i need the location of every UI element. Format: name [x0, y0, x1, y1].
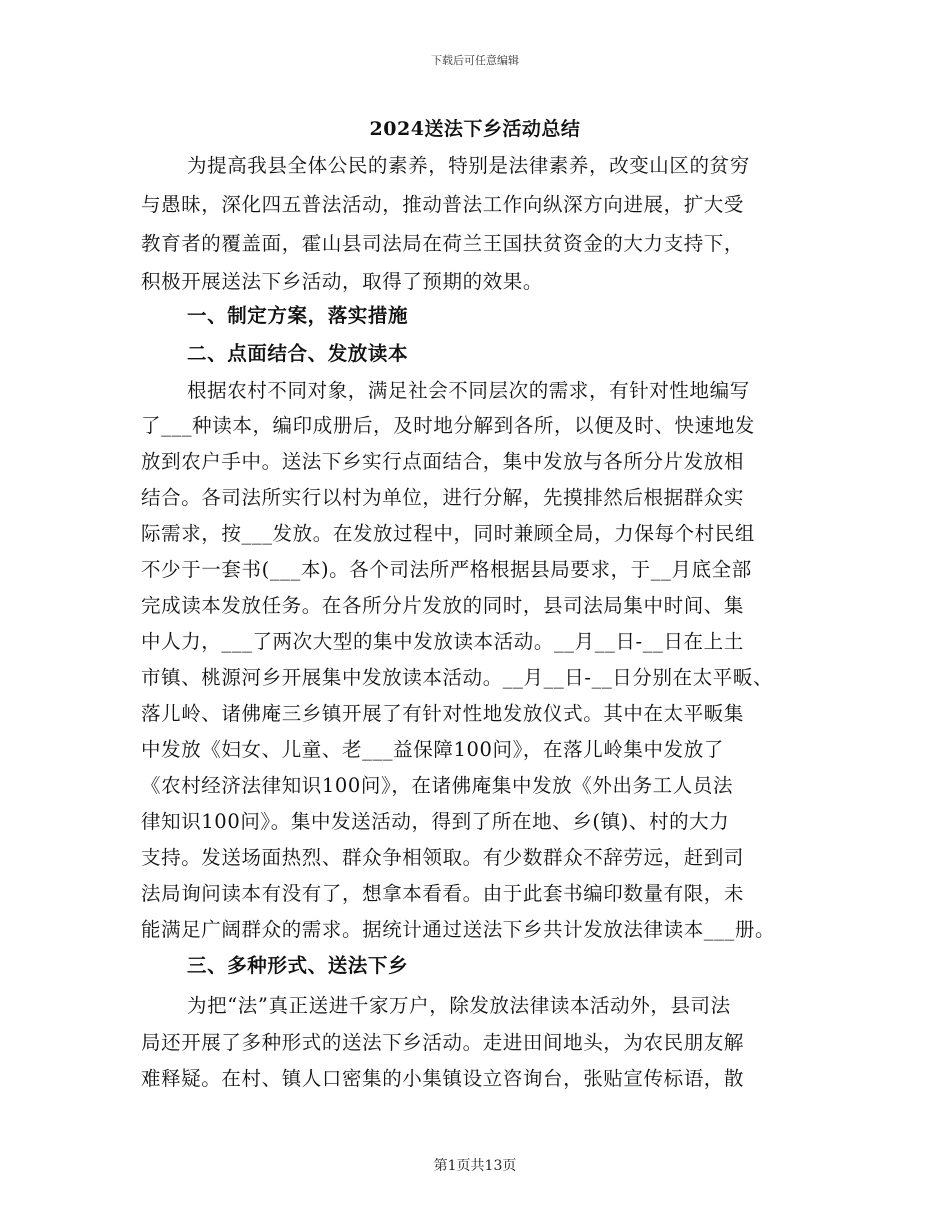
paragraph-line: 不少于一套书(___本)。各个司法所严格根据县局要求，于__月底全部 — [141, 558, 752, 581]
paragraph-line: 教育者的覆盖面，霍山县司法局在荷兰王国扶贫资金的大力支持下， — [141, 232, 745, 255]
paragraph-line: 难释疑。在村、镇人口密集的小集镇设立咨询台，张贴宣传标语，散 — [141, 1067, 745, 1090]
paragraph-line: 与愚昧，深化四五普法活动，推动普法工作向纵深方向进展，扩大受 — [141, 193, 745, 216]
section-heading: 二、点面结合、发放读本 — [187, 342, 409, 365]
paragraph-line: 为提高我县全体公民的素养，特别是法律素养，改变山区的贫穷 — [187, 154, 750, 177]
paragraph-line: 际需求，按___发放。在发放过程中，同时兼顾全局，力保每个村民组 — [141, 522, 755, 545]
paragraph-line: 能满足广阔群众的需求。据统计通过送法下乡共计发放法律读本___册。 — [141, 918, 776, 941]
paragraph-line: 局还开展了多种形式的送法下乡活动。走进田间地头，为农民朋友解 — [141, 1031, 745, 1054]
paragraph-line: 支持。发送场面热烈、群众争相领取。有少数群众不辞劳远，赶到司 — [141, 846, 745, 869]
paragraph-line: 市镇、桃源河乡开展集中发放读本活动。__月__日-__日分别在太平畈、 — [141, 666, 774, 689]
section-heading: 一、制定方案，落实措施 — [187, 304, 409, 327]
page-header-note: 下载后可任意编辑 — [431, 54, 519, 67]
paragraph-line: 中人力，___了两次大型的集中发放读本活动。__月__日-__日在上土 — [141, 630, 744, 653]
section-heading: 三、多种形式、送法下乡 — [187, 954, 409, 977]
page-number-footer: 第1页共13页 — [433, 1158, 517, 1174]
paragraph-line: 根据农村不同对象，满足社会不同层次的需求，有针对性地编写 — [187, 379, 750, 402]
paragraph-line: 法局询问读本有没有了，想拿本看看。由于此套书编印数量有限，未 — [141, 882, 745, 905]
paragraph-line: 《农村经济法律知识100问》，在诸佛庵集中发放《外出务工人员法 — [141, 774, 734, 797]
paragraph-line: 为把“法”真正送进千家万户，除发放法律读本活动外，县司法 — [187, 994, 731, 1017]
paragraph-line: 完成读本发放任务。在各所分片发放的同时，县司法局集中时间、集 — [141, 594, 745, 617]
paragraph-line: 落儿岭、诸佛庵三乡镇开展了有针对性地发放仪式。其中在太平畈集 — [141, 702, 745, 725]
paragraph-line: 放到农户手中。送法下乡实行点面结合，集中发放与各所分片发放相 — [141, 450, 745, 473]
paragraph-line: 律知识100问》。集中发送活动，得到了所在地、乡(镇)、村的大力 — [141, 810, 730, 833]
paragraph-line: 积极开展送法下乡活动，取得了预期的效果。 — [141, 270, 544, 293]
paragraph-line: 结合。各司法所实行以村为单位，进行分解，先摸排然后根据群众实 — [141, 486, 745, 509]
paragraph-line: 了___种读本，编印成册后，及时地分解到各所，以便及时、快速地发 — [141, 414, 755, 437]
paragraph-line: 中发放《妇女、儿童、老___益保障100问》，在落儿岭集中发放了 — [141, 738, 724, 761]
document-title: 2024送法下乡活动总结 — [369, 118, 581, 140]
